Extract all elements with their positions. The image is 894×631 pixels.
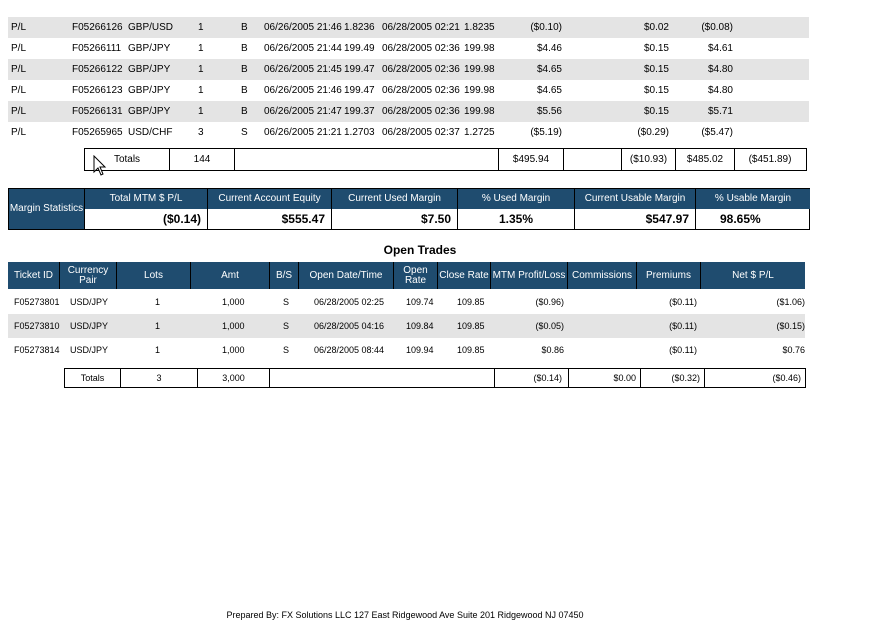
close-rate: 1.2725 xyxy=(464,127,495,138)
close-datetime: 06/28/2005 02:36 xyxy=(382,43,460,54)
net-pl: ($1.06) xyxy=(776,297,805,307)
ticket-id: F05265965 xyxy=(72,127,123,138)
margin-statistics-label: Margin Statistics xyxy=(9,189,84,229)
lots: 1 xyxy=(155,345,161,355)
trade-type: P/L xyxy=(11,43,27,54)
lots: 1 xyxy=(198,43,204,54)
ticket-id: F05273814 xyxy=(14,345,60,355)
mtm-profit-loss: ($0.05) xyxy=(535,321,564,331)
open-datetime: 06/26/2005 21:46 xyxy=(264,85,342,96)
totals-mtm-value: ($0.14) xyxy=(533,373,562,383)
table-row xyxy=(8,314,805,338)
commissions: $0.15 xyxy=(643,43,669,54)
col-header-mtm: MTM Profit/Loss xyxy=(491,262,568,289)
ticket-id: F05266122 xyxy=(72,64,123,75)
close-rate: 199.98 xyxy=(464,85,495,96)
margin-col xyxy=(695,189,810,229)
open-trades-title: Open Trades xyxy=(383,243,457,257)
margin-col-value: ($0.14) xyxy=(162,212,201,226)
open-totals-row xyxy=(64,368,806,388)
close-datetime: 06/28/2005 02:37 xyxy=(382,127,460,138)
ticket-id: F05266111 xyxy=(72,43,122,54)
table-row xyxy=(8,101,809,122)
net-pl: $5.71 xyxy=(707,106,733,117)
trade-type: P/L xyxy=(11,22,27,33)
totals-mtm: $495.94 xyxy=(499,149,564,170)
lots: 1 xyxy=(155,297,161,307)
col-header-commissions: Commissions xyxy=(568,262,637,289)
close-rate: 199.98 xyxy=(464,43,495,54)
lots: 1 xyxy=(198,64,204,75)
col-header-close-rate: Close Rate xyxy=(438,262,491,289)
close-rate: 109.85 xyxy=(457,321,485,331)
margin-col-header: Current Used Margin xyxy=(332,189,457,209)
col-header-lots: Lots xyxy=(117,262,191,289)
open-rate: 199.37 xyxy=(344,106,375,117)
mtm-profit-loss: $4.65 xyxy=(536,64,562,75)
commissions: $0.15 xyxy=(643,64,669,75)
close-datetime: 06/28/2005 02:36 xyxy=(382,64,460,75)
currency-pair: GBP/JPY xyxy=(128,106,171,117)
margin-col-value: $547.97 xyxy=(645,212,689,226)
lots: 1 xyxy=(155,321,161,331)
mtm-profit-loss: $4.46 xyxy=(536,43,562,54)
col-header-ticket: Ticket ID xyxy=(8,262,60,289)
col-header-bs: B/S xyxy=(270,262,299,289)
totals-lots: 3 xyxy=(121,369,198,387)
buy-sell: S xyxy=(241,127,248,138)
lots: 1 xyxy=(198,106,204,117)
totals-label: Totals xyxy=(85,149,170,170)
margin-col-header: % Used Margin xyxy=(458,189,574,209)
margin-col-value: 1.35% xyxy=(498,212,534,226)
col-header-pair: Currency Pair xyxy=(60,262,117,289)
totals-premiums xyxy=(641,369,705,387)
totals-amt: 3,000 xyxy=(198,369,270,387)
ticket-id: F05266123 xyxy=(72,85,123,96)
totals-net xyxy=(705,369,805,387)
mtm-profit-loss: $0.86 xyxy=(541,345,564,355)
close-rate: 199.98 xyxy=(464,106,495,117)
amount: 1,000 xyxy=(222,321,245,331)
ticket-id: F05273801 xyxy=(14,297,60,307)
table-row xyxy=(8,59,809,80)
currency-pair: GBP/JPY xyxy=(128,43,171,54)
open-datetime: 06/26/2005 21:47 xyxy=(264,106,342,117)
margin-col xyxy=(457,189,574,229)
open-rate: 109.84 xyxy=(406,321,434,331)
table-row xyxy=(8,17,809,38)
amount: 1,000 xyxy=(222,297,245,307)
open-rate: 199.47 xyxy=(344,85,375,96)
buy-sell: B xyxy=(241,43,248,54)
commissions: ($0.29) xyxy=(637,127,669,138)
closed-trades-table xyxy=(8,17,809,143)
commissions: $0.15 xyxy=(643,106,669,117)
currency-pair: USD/JPY xyxy=(70,345,109,355)
open-datetime: 06/28/2005 08:44 xyxy=(314,345,385,355)
premiums: ($0.11) xyxy=(669,297,697,307)
open-rate: 199.49 xyxy=(344,43,375,54)
net-pl: $0.76 xyxy=(782,345,805,355)
buy-sell: B xyxy=(241,106,248,117)
net-pl: $4.61 xyxy=(707,43,733,54)
mtm-profit-loss: ($0.96) xyxy=(535,297,564,307)
ticket-id: F05266131 xyxy=(72,106,123,117)
open-rate: 1.8236 xyxy=(344,22,375,33)
currency-pair: GBP/JPY xyxy=(128,85,171,96)
margin-col-header: Total MTM $ P/L xyxy=(85,189,207,209)
net-pl: ($5.47) xyxy=(701,127,733,138)
totals-premiums-value: ($0.32) xyxy=(671,373,700,383)
table-row xyxy=(8,290,805,314)
margin-statistics xyxy=(8,188,810,230)
col-header-net-pl: Net $ P/L xyxy=(732,269,774,281)
buy-sell: S xyxy=(283,345,290,355)
close-datetime: 06/28/2005 02:36 xyxy=(382,85,460,96)
open-datetime: 06/26/2005 21:45 xyxy=(264,64,342,75)
totals-net: $485.02 xyxy=(676,149,735,170)
commissions: $0.02 xyxy=(643,22,669,33)
ticket-id: F05273810 xyxy=(14,321,60,331)
table-row xyxy=(8,80,809,101)
trade-type: P/L xyxy=(11,106,27,117)
mouse-cursor-icon xyxy=(93,155,107,177)
lots: 3 xyxy=(198,127,204,138)
margin-col xyxy=(84,189,207,229)
net-pl: ($0.15) xyxy=(776,321,805,331)
totals-empty xyxy=(235,149,499,170)
open-datetime: 06/28/2005 02:25 xyxy=(314,297,385,307)
buy-sell: B xyxy=(241,64,248,75)
close-datetime: 06/28/2005 02:21 xyxy=(382,22,460,33)
amount: 1,000 xyxy=(222,345,245,355)
close-rate: 1.8235 xyxy=(464,22,495,33)
net-pl: $4.80 xyxy=(707,64,733,75)
buy-sell: S xyxy=(283,321,290,331)
open-rate: 109.94 xyxy=(406,345,434,355)
table-row xyxy=(8,122,809,143)
open-rate: 109.74 xyxy=(406,297,434,307)
totals-lots: 144 xyxy=(170,149,235,170)
close-rate: 199.98 xyxy=(464,64,495,75)
close-rate: 109.85 xyxy=(457,297,485,307)
currency-pair: USD/JPY xyxy=(70,297,109,307)
totals-label: Totals xyxy=(65,369,121,387)
margin-col-value: $555.47 xyxy=(281,212,325,226)
close-rate: 109.85 xyxy=(457,345,485,355)
commissions: $0.15 xyxy=(643,85,669,96)
open-datetime: 06/28/2005 04:16 xyxy=(314,321,385,331)
open-datetime: 06/26/2005 21:44 xyxy=(264,43,342,54)
totals-empty xyxy=(564,149,622,170)
totals-commissions xyxy=(569,369,641,387)
open-rate: 1.2703 xyxy=(344,127,375,138)
open-datetime: 06/26/2005 21:46 xyxy=(264,22,342,33)
margin-col-header: Current Account Equity xyxy=(208,189,331,209)
table-row xyxy=(8,38,809,59)
buy-sell: B xyxy=(241,85,248,96)
col-header-open-rate: Open Rate xyxy=(394,262,438,289)
open-datetime: 06/26/2005 21:21 xyxy=(264,127,342,138)
closed-totals-row xyxy=(84,148,807,171)
margin-col xyxy=(207,189,331,229)
col-header-amt: Amt xyxy=(191,262,270,289)
totals-commissions-value: $0.00 xyxy=(613,373,636,383)
trade-type: P/L xyxy=(11,85,27,96)
totals-mtm xyxy=(495,369,569,387)
margin-col xyxy=(574,189,695,229)
lots: 1 xyxy=(198,85,204,96)
mtm-profit-loss: $4.65 xyxy=(536,85,562,96)
net-pl: ($0.08) xyxy=(701,22,733,33)
footer-prepared-by: Prepared By: FX Solutions LLC 127 East Ridgewood Ave Suite 201 Ridgewood NJ 07450 xyxy=(226,610,584,620)
margin-col xyxy=(331,189,457,229)
margin-col-value: $7.50 xyxy=(420,212,451,226)
margin-col-header: % Usable Margin xyxy=(696,189,810,209)
currency-pair: USD/JPY xyxy=(70,321,109,331)
buy-sell: B xyxy=(241,22,248,33)
mtm-profit-loss: ($5.19) xyxy=(530,127,562,138)
mtm-profit-loss: $5.56 xyxy=(536,106,562,117)
trade-type: P/L xyxy=(11,64,27,75)
open-rate: 199.47 xyxy=(344,64,375,75)
premiums: ($0.11) xyxy=(669,321,697,331)
col-header-premiums: Premiums xyxy=(637,262,701,289)
lots: 1 xyxy=(198,22,204,33)
trade-type: P/L xyxy=(11,127,27,138)
currency-pair: GBP/JPY xyxy=(128,64,171,75)
open-trades-header xyxy=(8,262,805,289)
buy-sell: S xyxy=(283,297,290,307)
currency-pair: USD/CHF xyxy=(128,127,173,138)
currency-pair: GBP/USD xyxy=(128,22,174,33)
premiums: ($0.11) xyxy=(669,345,697,355)
totals-extra: ($451.89) xyxy=(748,154,792,165)
totals-empty xyxy=(270,369,495,387)
margin-col-header: Current Usable Margin xyxy=(575,189,695,209)
col-header-open-datetime: Open Date/Time xyxy=(299,262,394,289)
net-pl: $4.80 xyxy=(707,85,733,96)
mtm-profit-loss: ($0.10) xyxy=(530,22,562,33)
totals-commissions: ($10.93) xyxy=(622,149,676,170)
margin-col-value: 98.65% xyxy=(720,212,761,226)
totals-net-value: ($0.46) xyxy=(772,373,801,383)
close-datetime: 06/28/2005 02:36 xyxy=(382,106,460,117)
ticket-id: F05266126 xyxy=(72,22,123,33)
table-row xyxy=(8,338,805,362)
